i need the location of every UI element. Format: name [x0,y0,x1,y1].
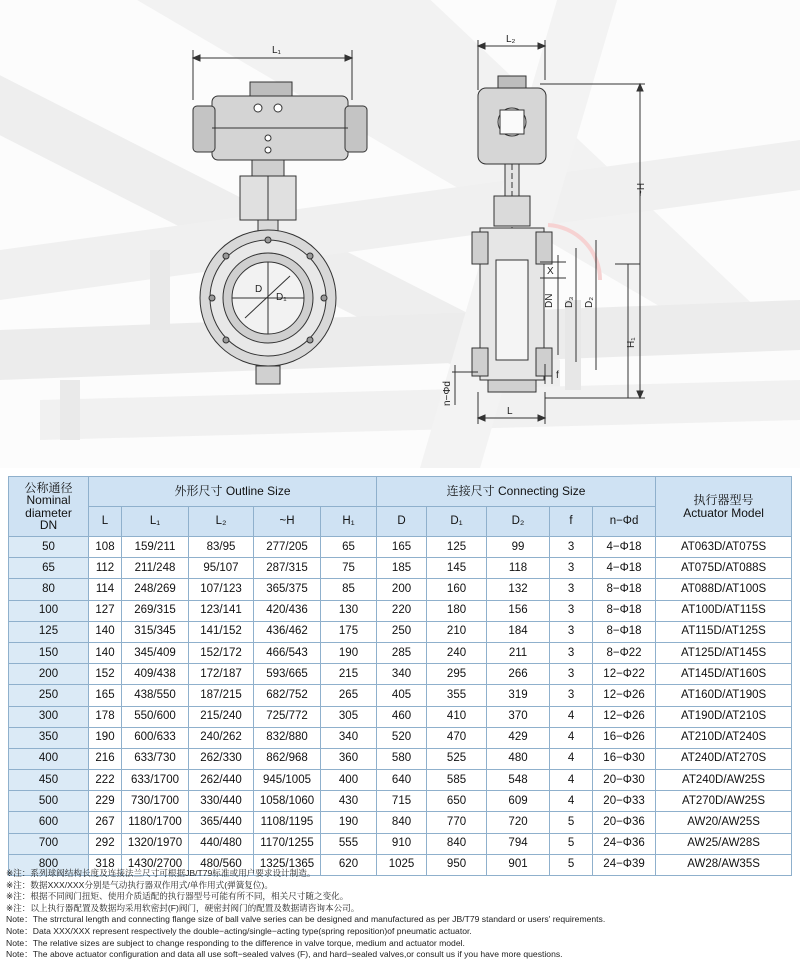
table-cell: 156 [487,600,550,621]
table-row [9,685,792,706]
table-cell: 123/141 [189,600,254,621]
subheader-D: D [377,507,427,537]
table-cell: 1180/1700 [122,812,189,833]
table-cell: 550/600 [122,706,189,727]
table-cell: 3 [550,537,593,558]
table-cell: 200 [377,579,427,600]
table-cell: 292 [89,833,122,854]
table-cell: 12−Φ26 [593,706,656,727]
table-cell: 145 [427,558,487,579]
table-cell: AT088D/AT100S [656,579,792,600]
cell-dn: 200 [9,664,89,685]
table-row [9,791,792,812]
table-cell: 1058/1060 [254,791,321,812]
table-cell: 215/240 [189,706,254,727]
table-cell: 165 [89,685,122,706]
note-line: Note：The strrctural length and connecting flange size of ball valve series can be designed and manufactured as per JB/T79 standard or users' requirements. [6,914,606,925]
table-cell: 3 [550,685,593,706]
table-cell: 319 [487,685,550,706]
table-cell: 585 [427,770,487,791]
table-cell: 4 [550,748,593,769]
table-cell: 1325/1365 [254,854,321,875]
cell-dn: 125 [9,621,89,642]
cell-dn: 700 [9,833,89,854]
table-cell: 1320/1970 [122,833,189,854]
table-cell: 130 [321,600,377,621]
table-cell: 315/345 [122,621,189,642]
cell-dn: 50 [9,537,89,558]
table-cell: 240/262 [189,727,254,748]
table-cell: 770 [427,812,487,833]
table-cell: 1170/1255 [254,833,321,854]
table-row [9,621,792,642]
table-cell: AT075D/AT088S [656,558,792,579]
table-cell: 210 [427,621,487,642]
table-cell: 140 [89,642,122,663]
table-cell: AT100D/AT115S [656,600,792,621]
table-cell: 4 [550,791,593,812]
table-cell: 83/95 [189,537,254,558]
subheader-n-phi-d: n−Φd [593,507,656,537]
table-cell: 267 [89,812,122,833]
table-cell: 340 [321,727,377,748]
table-cell: AT190D/AT210S [656,706,792,727]
table-cell: 862/968 [254,748,321,769]
table-cell: 211 [487,642,550,663]
subheader-D1: D₁ [427,507,487,537]
table-cell: 125 [427,537,487,558]
table-cell: 159/211 [122,537,189,558]
table-cell: 5 [550,812,593,833]
table-cell: 730/1700 [122,791,189,812]
table-cell: 5 [550,833,593,854]
table-cell: 840 [427,833,487,854]
note-line: ※注：根据不同阀门扭矩、使用介质适配的执行器型号可能有所不同，相关尺寸随之变化。 [6,891,349,902]
note-line: Note：The relative sizes are subject to change responding to the difference in valve torque, medium and actuator model. [6,937,465,948]
cell-dn: 65 [9,558,89,579]
table-cell: AT063D/AT075S [656,537,792,558]
cell-dn: 300 [9,706,89,727]
table-cell: 580 [377,748,427,769]
cell-dn: 350 [9,727,89,748]
dim-D2: D₂ [584,296,595,308]
table-cell: 12−Φ26 [593,685,656,706]
table-body [9,537,792,876]
table-cell: 725/772 [254,706,321,727]
table-cell: 20−Φ33 [593,791,656,812]
table-cell: 269/315 [122,600,189,621]
table-cell: 480/560 [189,854,254,875]
table-cell: 3 [550,621,593,642]
table-row [9,579,792,600]
table-cell: 99 [487,537,550,558]
table-cell: AT115D/AT125S [656,621,792,642]
table-cell: 480 [487,748,550,769]
table-cell: 152/172 [189,642,254,663]
table-row [9,642,792,663]
table-cell: 65 [321,537,377,558]
table-cell: 229 [89,791,122,812]
table-cell: 75 [321,558,377,579]
table-cell: 178 [89,706,122,727]
cell-dn: 250 [9,685,89,706]
table-cell: 240 [427,642,487,663]
table-cell: AT240D/AW25S [656,770,792,791]
table-cell: 460 [377,706,427,727]
table-cell: 429 [487,727,550,748]
table-cell: 520 [377,727,427,748]
table-cell: 222 [89,770,122,791]
table-cell: 360 [321,748,377,769]
table-cell: 640 [377,770,427,791]
table-cell: 16−Φ26 [593,727,656,748]
dim-L2: L₂ [506,34,516,45]
subheader-L: L [89,507,122,537]
note-line: Note：The above actuator configuration and data all use soft−sealed valves (F), and hard−sealed valves,or consult us if you have more questions. [6,949,563,960]
table-cell: 141/152 [189,621,254,642]
dim-H1: H₁ [626,337,637,348]
dim-L: L [507,406,513,417]
subheader-L2: L₂ [189,507,254,537]
table-cell: 132 [487,579,550,600]
table-cell: 409/438 [122,664,189,685]
table-cell: 430 [321,791,377,812]
table-cell: 187/215 [189,685,254,706]
table-cell: 175 [321,621,377,642]
note-line: ※注：系列球阀结构长度及连接法兰尺寸可根据JB/T79标准或用户要求设计制造。 [6,868,316,878]
footnotes [6,868,794,961]
cell-dn: 100 [9,600,89,621]
table-cell: 400 [321,770,377,791]
table-cell: 185 [377,558,427,579]
table-cell: 190 [321,642,377,663]
table-row [9,664,792,685]
table-row [9,706,792,727]
table-cell: 8−Φ18 [593,579,656,600]
table-cell: 355 [427,685,487,706]
table-cell: 600/633 [122,727,189,748]
table-row [9,770,792,791]
table-cell: 901 [487,854,550,875]
table-cell: 12−Φ22 [593,664,656,685]
table-cell: 85 [321,579,377,600]
table-cell: 555 [321,833,377,854]
table-cell: 436/462 [254,621,321,642]
table-cell: 24−Φ36 [593,833,656,854]
cell-dn: 500 [9,791,89,812]
table-cell: 248/269 [122,579,189,600]
table-cell: 265 [321,685,377,706]
table-cell: 340 [377,664,427,685]
table-cell: 4 [550,727,593,748]
table-cell: 295 [427,664,487,685]
table-cell: 405 [377,685,427,706]
table-cell: 330/440 [189,791,254,812]
table-cell: 3 [550,664,593,685]
table-cell: 211/248 [122,558,189,579]
dim-L1: L₁ [272,45,281,56]
table-cell: 262/330 [189,748,254,769]
table-cell: 3 [550,600,593,621]
table-cell: 438/550 [122,685,189,706]
dim-DN: DN [544,293,555,308]
table-cell: AW20/AW25S [656,812,792,833]
table-cell: 593/665 [254,664,321,685]
table-cell: 1430/2700 [122,854,189,875]
table-cell: 470 [427,727,487,748]
table-cell: 190 [321,812,377,833]
table-cell: 440/480 [189,833,254,854]
table-cell: 114 [89,579,122,600]
table-cell: 127 [89,600,122,621]
table-cell: 277/205 [254,537,321,558]
table-cell: AT240D/AT270S [656,748,792,769]
table-cell: 95/107 [189,558,254,579]
table-cell: 216 [89,748,122,769]
table-cell: 4−Φ18 [593,558,656,579]
table-cell: 370 [487,706,550,727]
note-line: ※注：以上执行器配置及数据均采用软密封(F)阀门，硬密封阀门的配置及数据请咨询本公司。 [6,902,360,913]
table-cell: 318 [89,854,122,875]
dim-X: X [547,266,554,277]
table-cell: 112 [89,558,122,579]
header-connecting-size: 连接尺寸 Connecting Size [377,477,656,507]
table-cell: 190 [89,727,122,748]
table-cell: AT210D/AT240S [656,727,792,748]
table-cell: 287/315 [254,558,321,579]
table-cell: 3 [550,642,593,663]
table-cell: 715 [377,791,427,812]
cell-dn: 800 [9,854,89,875]
table-cell: 4 [550,706,593,727]
subheader-H1: H₁ [321,507,377,537]
table-cell: 4 [550,770,593,791]
table-cell: 165 [377,537,427,558]
subheader-f: f [550,507,593,537]
table-cell: 24−Φ39 [593,854,656,875]
table-cell: AW25/AW28S [656,833,792,854]
table-cell: 650 [427,791,487,812]
table-row [9,727,792,748]
table-cell: AT125D/AT145S [656,642,792,663]
table-cell: 633/1700 [122,770,189,791]
table-cell: 345/409 [122,642,189,663]
table-row [9,600,792,621]
table-cell: 1025 [377,854,427,875]
table-cell: 720 [487,812,550,833]
table-cell: 220 [377,600,427,621]
table-cell: AT145D/AT160S [656,664,792,685]
table-cell: 832/880 [254,727,321,748]
header-outline-size: 外形尺寸 Outline Size [89,477,377,507]
table-cell: 250 [377,621,427,642]
dim-H: ~H [636,182,647,196]
table-cell: 305 [321,706,377,727]
table-cell: 266 [487,664,550,685]
table-cell: 262/440 [189,770,254,791]
table-cell: 20−Φ36 [593,812,656,833]
table-cell: 548 [487,770,550,791]
table-cell: 5 [550,854,593,875]
table-cell: 215 [321,664,377,685]
cell-dn: 600 [9,812,89,833]
table-cell: 633/730 [122,748,189,769]
cell-dn: 400 [9,748,89,769]
table-cell: 682/752 [254,685,321,706]
table-cell: 3 [550,558,593,579]
table-cell: 20−Φ30 [593,770,656,791]
table-cell: 3 [550,579,593,600]
table-cell: 945/1005 [254,770,321,791]
table-cell: 108 [89,537,122,558]
table-row [9,748,792,769]
dim-n-phi-d: n−Φd [442,381,453,406]
table-row [9,558,792,579]
background-pipes [0,0,800,468]
cell-dn: 80 [9,579,89,600]
table-cell: 525 [427,748,487,769]
cell-dn: 150 [9,642,89,663]
table-cell: 172/187 [189,664,254,685]
specification-table [8,476,792,876]
table-cell: 184 [487,621,550,642]
dim-D1: D₁ [276,292,287,303]
table-cell: AT270D/AW25S [656,791,792,812]
table-cell: 794 [487,833,550,854]
cell-dn: 450 [9,770,89,791]
table-cell: 410 [427,706,487,727]
table-cell: 620 [321,854,377,875]
table-row [9,833,792,854]
table-cell: 1108/1195 [254,812,321,833]
table-cell: 107/123 [189,579,254,600]
valve-technical-drawing [0,0,800,468]
table-cell: 365/375 [254,579,321,600]
table-cell: 365/440 [189,812,254,833]
table-cell: 840 [377,812,427,833]
table-cell: 8−Φ18 [593,621,656,642]
table-cell: 160 [427,579,487,600]
table-cell: 4−Φ18 [593,537,656,558]
table-row [9,537,792,558]
table-cell: AW28/AW35S [656,854,792,875]
table-cell: AT160D/AT190S [656,685,792,706]
table-cell: 609 [487,791,550,812]
dim-D: D [255,284,263,295]
table-cell: 8−Φ22 [593,642,656,663]
header-nominal-diameter: 公称通径 Nominal diameter DN [9,477,89,537]
table-cell: 420/436 [254,600,321,621]
dim-D3: D₃ [564,296,575,308]
table-cell: 140 [89,621,122,642]
note-line: Note：Data XXX/XXX represent respectively the double−acting/single−acting type(spring reposition)of pneumatic actuator. [6,925,472,936]
table-cell: 285 [377,642,427,663]
table-cell: 16−Φ30 [593,748,656,769]
table-cell: 180 [427,600,487,621]
header-actuator-model: 执行器型号 Actuator Model [656,477,792,537]
table-cell: 118 [487,558,550,579]
table-cell: 8−Φ18 [593,600,656,621]
subheader-H: ~H [254,507,321,537]
dim-f: f [556,370,559,381]
table-cell: 466/543 [254,642,321,663]
table-row [9,812,792,833]
subheader-D2: D₂ [487,507,550,537]
subheader-L1: L₁ [122,507,189,537]
table-cell: 910 [377,833,427,854]
table-cell: 152 [89,664,122,685]
note-line: ※注：数据XXX/XXX分别是气动执行器双作用式/单作用式(弹簧复位)。 [6,879,273,890]
table-cell: 950 [427,854,487,875]
